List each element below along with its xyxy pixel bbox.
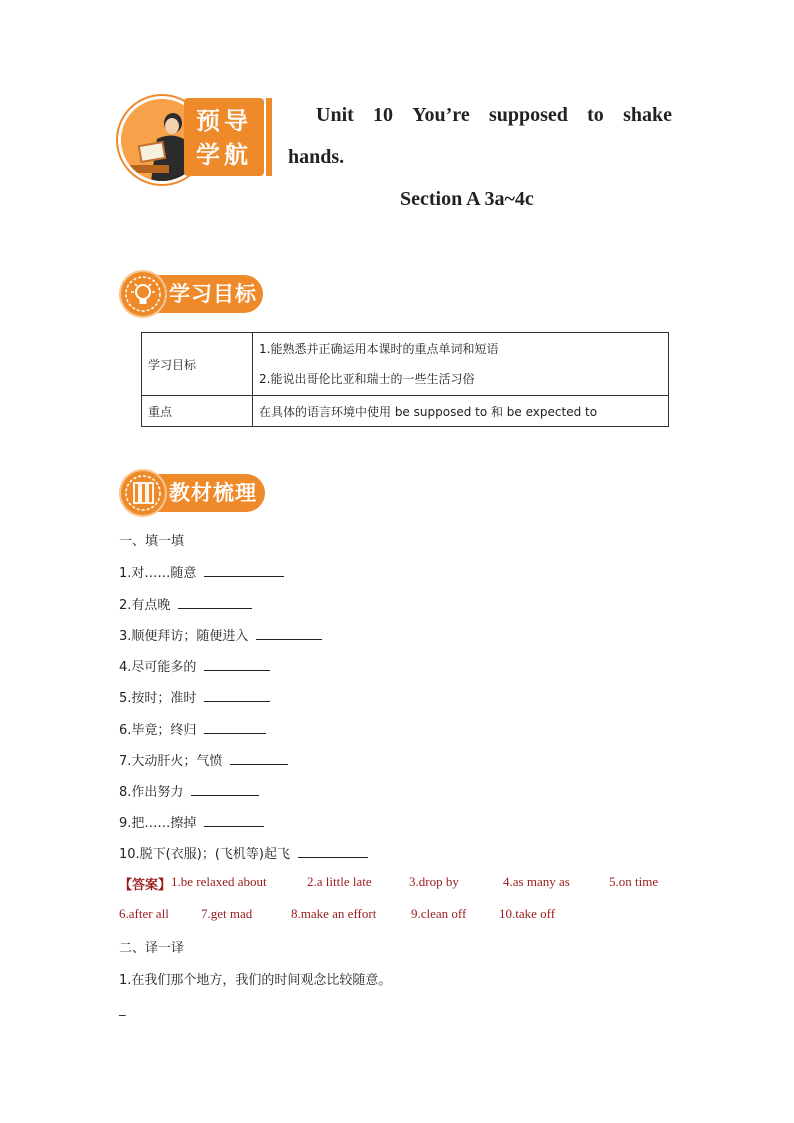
title-word: You’re <box>412 104 470 126</box>
page-title-line2: hands. <box>288 146 345 168</box>
table-cell-value: 在具体的语言环境中使用 be supposed to 和 be expected to <box>253 396 669 427</box>
answer-item: 3.drop by <box>409 874 459 889</box>
books-icon <box>121 471 165 515</box>
list-item: 4.尽可能多的 <box>119 656 270 675</box>
answer-blank[interactable] <box>204 721 266 734</box>
table-cell-key: 重点 <box>142 396 253 427</box>
answer-blank[interactable] <box>204 689 270 702</box>
objectives-table <box>141 332 669 427</box>
answer-item: 7.get mad <box>201 906 253 921</box>
title-word: Unit <box>316 104 354 126</box>
answer-item: 2.a little late <box>307 874 372 889</box>
review-section-badge <box>121 471 267 515</box>
answer-item: 6.after all <box>119 906 169 921</box>
translate-item: 1.在我们那个地方，我们的时间观念比较随意。 <box>119 973 392 988</box>
list-item: 5.按时；准时 <box>119 687 270 706</box>
answer-blank[interactable] <box>204 658 270 671</box>
part2-heading: 二、译一译 <box>119 941 185 956</box>
title-word: 10 <box>373 104 394 126</box>
list-item: 3.顺便拜访；随便进入 <box>119 625 322 644</box>
answer-line-1 <box>119 874 689 893</box>
part1-heading: 一、填一填 <box>119 534 185 549</box>
answer-line[interactable]: _ <box>119 1002 126 1017</box>
answer-blank[interactable] <box>204 814 264 827</box>
answer-item: 8.make an effort <box>291 906 377 921</box>
answer-item: 10.take off <box>499 906 556 921</box>
answer-blank[interactable] <box>204 564 284 577</box>
list-item: 8.作出努力 <box>119 781 259 800</box>
page-title-line1 <box>316 104 672 127</box>
answer-item: 9.clean off <box>411 906 467 921</box>
answer-blank[interactable] <box>230 752 288 765</box>
badge-stripe <box>266 98 272 176</box>
answer-blank[interactable] <box>298 845 368 858</box>
answer-item: 5.on time <box>609 874 659 889</box>
badge-text: 预导学航 <box>196 106 252 169</box>
answer-blank[interactable] <box>191 783 259 796</box>
header-badge <box>118 96 274 178</box>
answer-item: 4.as many as <box>503 874 570 889</box>
objectives-section-label: 学习目标 <box>169 282 257 306</box>
objective-item: 1.能熟悉并正确运用本课时的重点单词和短语 <box>259 342 499 356</box>
title-word: shake <box>623 104 672 126</box>
answer-item: 1.be relaxed about <box>171 874 267 889</box>
table-cell-value <box>253 333 669 396</box>
title-word: to <box>587 104 604 126</box>
answer-blank[interactable] <box>256 627 322 640</box>
page-subtitle: Section A 3a~4c <box>400 188 534 210</box>
table-cell-key: 学习目标 <box>142 333 253 396</box>
list-item: 6.毕竟；终归 <box>119 719 266 738</box>
objectives-section-badge <box>121 272 265 316</box>
list-item: 7.大动肝火；气愤 <box>119 750 288 769</box>
objective-item: 2.能说出哥伦比亚和瑞士的一些生活习俗 <box>259 372 475 386</box>
table-row <box>142 396 669 427</box>
table-row <box>142 333 669 396</box>
title-word: supposed <box>488 104 568 126</box>
answer-blank[interactable] <box>178 596 252 609</box>
answer-tag: 【答案】 <box>119 878 172 893</box>
list-item: 9.把……擦掉 <box>119 812 264 831</box>
list-item: 1.对……随意 <box>119 562 284 581</box>
review-section-label: 教材梳理 <box>169 481 257 505</box>
list-item: 10.脱下(衣服)；(飞机等)起飞 <box>119 843 368 862</box>
lightbulb-icon <box>121 272 165 316</box>
answer-line-2 <box>119 906 689 922</box>
list-item: 2.有点晚 <box>119 594 252 613</box>
